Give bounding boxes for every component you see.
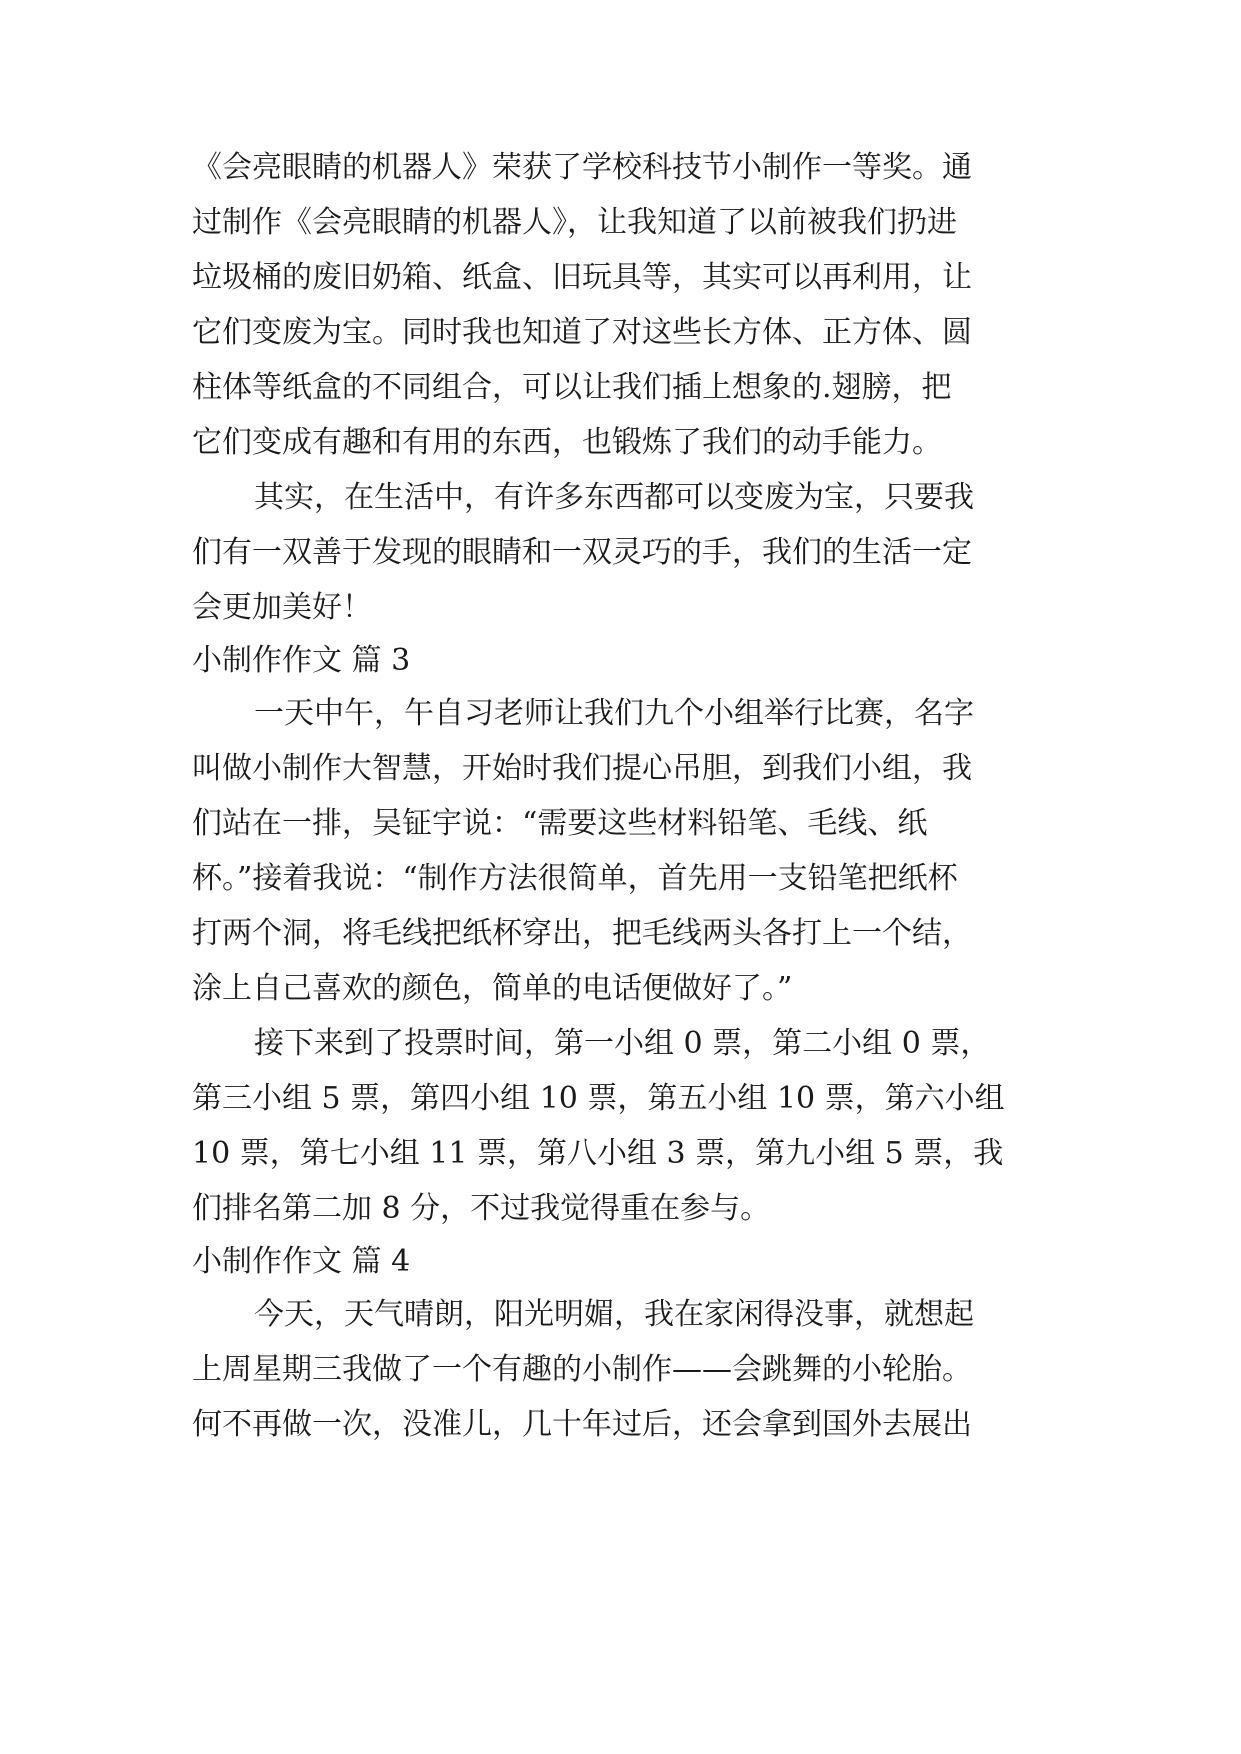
paragraph-line: 会更加美好！ — [192, 590, 372, 625]
paragraph-line: 何不再做一次，没准儿，几十年过后，还会拿到国外去展出 — [192, 1407, 972, 1442]
paragraph-line: 们有一双善于发现的眼睛和一双灵巧的手，我们的生活一定 — [192, 535, 972, 570]
document-page — [192, 0, 1052, 1754]
paragraph-line: 上周星期三我做了一个有趣的小制作——会跳舞的小轮胎。 — [192, 1352, 972, 1387]
paragraph-line: 过制作《会亮眼睛的机器人》，让我知道了以前被我们扔进 — [192, 205, 957, 240]
paragraph-line: 其实，在生活中，有许多东西都可以变废为宝，只要我 — [254, 480, 974, 515]
paragraph-line: 10 票，第七小组 11 票，第八小组 3 票，第九小组 5 票，我 — [192, 1136, 1004, 1171]
paragraph-line: 第三小组 5 票，第四小组 10 票，第五小组 10 票，第六小组 — [192, 1081, 1005, 1116]
paragraph-line: 们排名第二加 8 分，不过我觉得重在参与。 — [192, 1191, 771, 1226]
paragraph-line: 今天，天气晴朗，阳光明媚，我在家闲得没事，就想起 — [254, 1297, 974, 1332]
paragraph-line: 打两个洞，将毛线把纸杯穿出，把毛线两头各打上一个结， — [192, 916, 972, 951]
paragraph-line: 叫做小制作大智慧，开始时我们提心吊胆，到我们小组，我 — [192, 751, 972, 786]
section-heading: 小制作作文 篇 3 — [192, 643, 411, 678]
paragraph-line: 《会亮眼睛的机器人》荣获了学校科技节小制作一等奖。通 — [192, 150, 972, 185]
paragraph-line: 杯。”接着我说：“制作方法很简单，首先用一支铅笔把纸杯 — [192, 861, 958, 896]
paragraph-line: 们站在一排，吴钲宇说：“需要这些材料铅笔、毛线、纸 — [192, 806, 928, 841]
section-heading: 小制作作文 篇 4 — [192, 1244, 411, 1279]
paragraph-line: 它们变废为宝。同时我也知道了对这些长方体、正方体、圆 — [192, 315, 972, 350]
paragraph-line: 柱体等纸盒的不同组合，可以让我们插上想象的.翅膀，把 — [192, 370, 952, 405]
paragraph-line: 一天中午，午自习老师让我们九个小组举行比赛，名字 — [254, 696, 974, 731]
paragraph-line: 涂上自己喜欢的颜色，简单的电话便做好了。” — [192, 971, 793, 1006]
paragraph-line: 它们变成有趣和有用的东西，也锻炼了我们的动手能力。 — [192, 425, 942, 460]
paragraph-line: 垃圾桶的废旧奶箱、纸盒、旧玩具等，其实可以再利用，让 — [192, 260, 972, 295]
paragraph-line: 接下来到了投票时间，第一小组 0 票，第二小组 0 票， — [254, 1026, 991, 1061]
